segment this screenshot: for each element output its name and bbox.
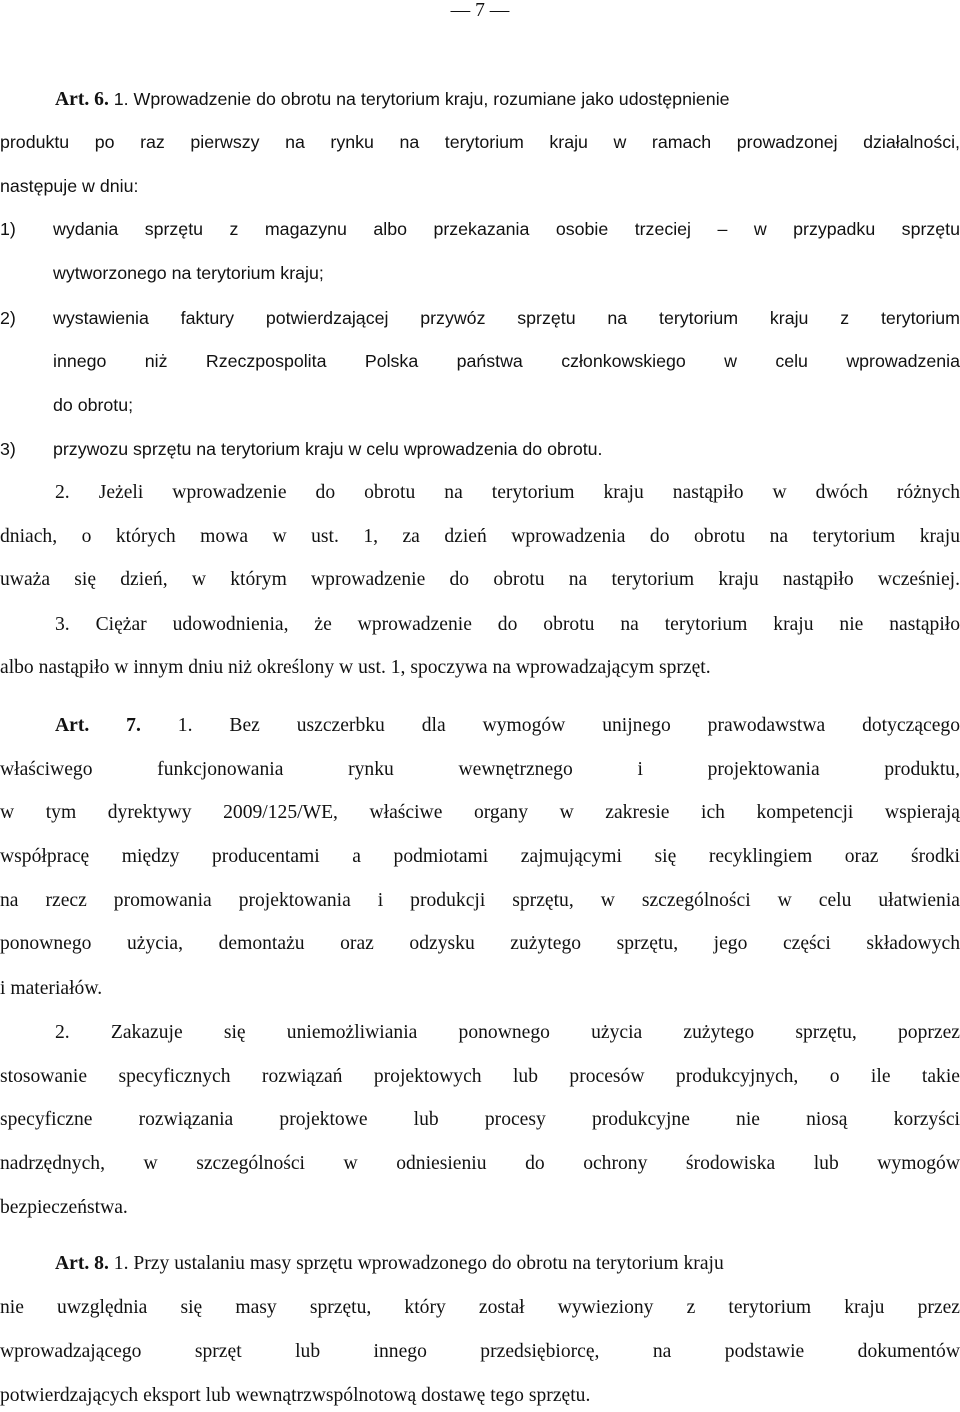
text-line: i materiałów. (0, 978, 103, 999)
text-line: specyficzne rozwiązania projektowe lub procesy produkcyjne nie niosą korzyści (0, 1109, 960, 1130)
text-line: 2. Zakazuje się uniemożliwiania ponownego użycia zużytego sprzętu, poprzez (55, 1022, 960, 1043)
text-line: dniach, o których mowa w ust. 1, za dzień wprowadzenia do obrotu na terytorium kraju (0, 526, 960, 547)
text-line: następuje w dniu: (0, 176, 139, 196)
article-label: Art. 8. (55, 1253, 109, 1274)
article-label: Art. 7. (55, 715, 141, 736)
text-line: nie uwzględnia się masy sprzętu, który został wywieziony z terytorium kraju przez (0, 1297, 960, 1318)
text-line: bezpieczeństwa. (0, 1197, 128, 1218)
list-number: 3) (0, 439, 16, 459)
list-item-text: do obrotu; (53, 395, 134, 415)
list-number: 2) (0, 308, 16, 328)
text-line: Wprowadzenie do obrotu na terytorium kraju, rozumiane jako udostępnienie (133, 89, 730, 109)
text-line: w tym dyrektywy 2009/125/WE, właściwe organy w zakresie ich kompetencji wspierają (0, 802, 960, 823)
text-line: uważa się dzień, w którym wprowadzenie do obrotu na terytorium kraju nastąpiło wcześniej. (0, 569, 960, 590)
text-line: 2. Jeżeli wprowadzenie do obrotu na terytorium kraju nastąpiło w dwóch różnych (55, 482, 960, 503)
text-line: stosowanie specyficznych rozwiązań projektowych lub procesów produkcyjnych, o ile takie (0, 1066, 960, 1087)
text-line: potwierdzających eksport lub wewnątrzwspólnotową dostawę tego sprzętu. (0, 1385, 591, 1406)
art8-heading-line (55, 1251, 960, 1277)
text-line: albo nastąpiło w innym dniu niż określony w ust. 1, spoczywa na wprowadzającym sprzęt. (0, 657, 711, 678)
text-line: 3. Ciężar udowodnienia, że wprowadzenie do obrotu na terytorium kraju nie nastąpiło (55, 614, 960, 635)
art6-heading-line (55, 86, 960, 113)
list-item-text: wydania sprzętu z magazynu albo przekazania osobie trzeciej – w przypadku sprzętu (53, 219, 960, 239)
art7-heading-line (55, 713, 960, 739)
text-line: 1. Bez uszczerbku dla wymogów unijnego prawodawstwa dotyczącego (177, 715, 960, 736)
list-item-text: wystawienia faktury potwierdzającej przywóz sprzętu na terytorium kraju z terytorium (53, 308, 960, 328)
article-label: Art. 6. (55, 89, 109, 110)
list-number: 1) (0, 219, 16, 239)
page-number: — 7 — (450, 0, 510, 21)
text-line: współpracę między producentami a podmiotami zajmującymi się recyklingiem oraz środki (0, 846, 960, 867)
text-line: ponownego użycia, demontażu oraz odzysku zużytego sprzętu, jego części składowych (0, 933, 960, 954)
list-item-text: wytworzonego na terytorium kraju; (53, 263, 324, 283)
list-item-text: przywozu sprzętu na terytorium kraju w celu wprowadzenia do obrotu. (53, 439, 603, 459)
text-line: właściwego funkcjonowania rynku wewnętrznego i projektowania produktu, (0, 759, 960, 780)
text-line: wprowadzającego sprzęt lub innego przedsiębiorcę, na podstawie dokumentów (0, 1341, 960, 1362)
text-line: 1. Przy ustalaniu masy sprzętu wprowadzonego do obrotu na terytorium kraju (113, 1253, 724, 1274)
list-item-text: innego niż Rzeczpospolita Polska państwa członkowskiego w celu wprowadzenia (53, 351, 960, 371)
text-line: na rzecz promowania projektowania i produkcji sprzętu, w szczególności w celu ułatwienia (0, 890, 960, 911)
paragraph-number: 1. (113, 89, 129, 109)
text-line: nadrzędnych, w szczególności w odniesieniu do ochrony środowiska lub wymogów (0, 1153, 960, 1174)
text-line: produktu po raz pierwszy na rynku na terytorium kraju w ramach prowadzonej działalności, (0, 132, 960, 152)
